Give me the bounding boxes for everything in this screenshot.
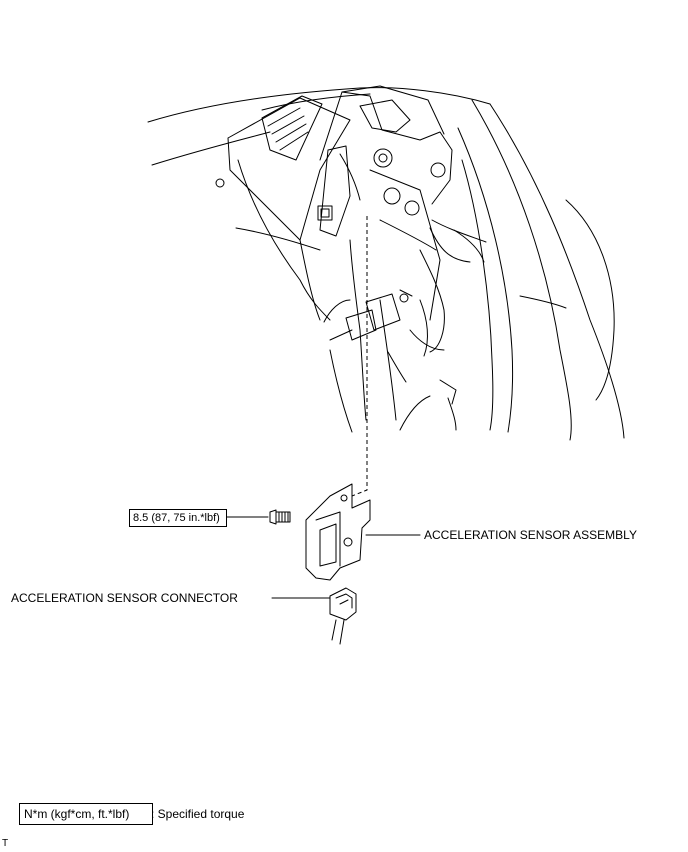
torque-callout-box xyxy=(129,509,227,527)
connector-label: ACCELERATION SENSOR CONNECTOR xyxy=(11,591,238,605)
legend-unit-text: N*m (kgf*cm, ft.*lbf) xyxy=(24,807,130,821)
legend-torque-box xyxy=(19,803,153,825)
assembly-label: ACCELERATION SENSOR ASSEMBLY xyxy=(424,528,637,542)
acceleration-sensor-assembly xyxy=(306,484,370,580)
corner-mark: T xyxy=(2,838,9,849)
legend-description: : Specified torque xyxy=(151,807,245,821)
sensor-connector xyxy=(330,588,356,644)
bolt-icon xyxy=(270,510,290,524)
steering-column-area xyxy=(300,86,486,432)
alignment-guide-line xyxy=(352,216,367,496)
torque-value: 8.5 (87, 75 in.*lbf) xyxy=(133,512,220,524)
body-panel-lines xyxy=(148,88,624,440)
